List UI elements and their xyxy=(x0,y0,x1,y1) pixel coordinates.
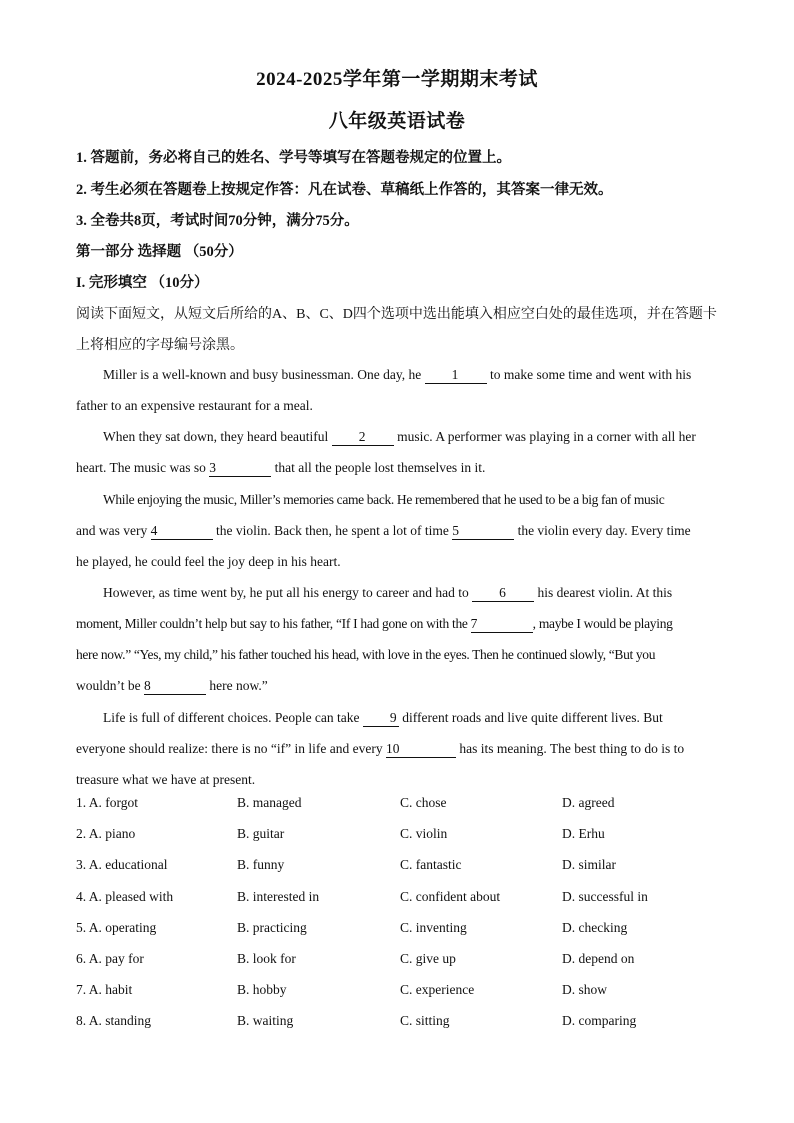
blank-9: 9 xyxy=(363,710,399,727)
question-options-7 xyxy=(76,982,776,1013)
passage-paragraph-2: When they sat down, they heard beautiful 2 music. A performer was playing in a corner with all her heart. The music was so 3 that all the people lost themselves in it. xyxy=(76,429,696,475)
blank-8: 8 xyxy=(144,678,206,695)
question-options-1 xyxy=(76,795,776,826)
option-d: D. agreed xyxy=(562,795,615,810)
question-options-8 xyxy=(76,1013,776,1044)
passage-paragraph-3: While enjoying the music, Miller’s memories came back. He remembered that he used to be a big fan of music and was very 4 the violin. Back then, he spent a lot of time 5 the violin every day. Every time he played, he could feel the joy deep in his heart. xyxy=(76,492,691,569)
passage-paragraph-4: However, as time went by, he put all his energy to career and had to 6 his dearest violin. At this moment, Miller couldn’t help but say to his father, “If I had gone on with the 7 , maybe I would be playing here now.” “Yes, my child,” his father touched his head, with love in the eyes. Then he continued slowly, “But you wouldn’t be 8 here now.” xyxy=(76,585,673,693)
question-options-5 xyxy=(76,920,776,951)
exam-title: 2024-2025学年第一学期期末考试 xyxy=(256,69,538,90)
blank-5: 5 xyxy=(452,523,514,540)
blank-7: 7 xyxy=(471,616,533,633)
blank-4: 4 xyxy=(151,523,213,540)
option-c: C. confident about xyxy=(400,888,501,904)
option-b: B. waiting xyxy=(237,1013,294,1029)
option-b: B. practicing xyxy=(237,919,307,935)
blank-2: 2 xyxy=(332,429,394,446)
option-d: D. depend on xyxy=(562,950,635,966)
option-c: C. violin xyxy=(400,826,448,842)
passage-paragraph-1: Miller is a well-known and busy businessman. One day, he 1 to make some time and went with his father to an expensive restaurant for a meal. xyxy=(76,367,692,413)
exam-subtitle: 八年级英语试卷 xyxy=(328,111,466,132)
option-c: C. chose xyxy=(400,795,447,810)
option-d: D. comparing xyxy=(562,1013,637,1029)
instruction-2: 2. 考生必须在答题卷上按规定作答：凡在试卷、草稿纸上作答的，其答案一律无效。 xyxy=(76,182,613,198)
blank-3: 3 xyxy=(209,460,271,477)
option-a: 7. A. habit xyxy=(76,982,133,998)
question-options-3 xyxy=(76,857,776,888)
directions-line-1: 阅读下面短文，从短文后所给的A、B、C、D四个选项中选出能填入相应空白处的最佳选项，并在答题卡 xyxy=(76,307,717,322)
blank-1: 1 xyxy=(425,367,487,384)
option-a: 5. A. operating xyxy=(76,919,157,935)
instruction-1: 1. 答题前，务必将自己的姓名、学号等填写在答题卷规定的位置上。 xyxy=(76,150,511,166)
question-options-4 xyxy=(76,889,776,920)
part-one-heading: 第一部分 选择题 （50分） xyxy=(76,244,243,260)
section-heading: I. 完形填空 （10分） xyxy=(76,275,209,291)
question-options-2 xyxy=(76,826,776,857)
option-d: D. Erhu xyxy=(562,826,605,842)
option-a: 6. A. pay for xyxy=(76,950,144,966)
option-c: C. fantastic xyxy=(400,857,462,873)
blank-10: 10 xyxy=(386,741,456,758)
option-d: D. show xyxy=(562,982,608,998)
option-d: D. successful in xyxy=(562,888,648,904)
blank-6: 6 xyxy=(472,585,534,602)
option-a: 4. A. pleased with xyxy=(76,888,174,904)
option-c: C. experience xyxy=(400,982,475,998)
option-a: 3. A. educational xyxy=(76,857,168,873)
instruction-3: 3. 全卷共8页，考试时间70分钟，满分75分。 xyxy=(76,213,359,229)
option-a: 2. A. piano xyxy=(76,826,136,842)
passage-paragraph-5: Life is full of different choices. People can take 9 different roads and live quite different lives. But everyone should realize: there is no “if” in life and every 10 has its meaning. The best thing to do is to treasure what we have at present. xyxy=(76,710,685,787)
option-a: 8. A. standing xyxy=(76,1013,152,1029)
options-list xyxy=(76,795,776,1045)
option-b: B. managed xyxy=(237,795,302,810)
option-d: D. checking xyxy=(562,919,628,935)
option-d: D. similar xyxy=(562,857,616,873)
option-a: 1. A. forgot xyxy=(76,795,139,810)
option-b: B. funny xyxy=(237,857,285,873)
option-b: B. interested in xyxy=(237,888,320,904)
option-b: B. guitar xyxy=(237,826,285,842)
option-c: C. give up xyxy=(400,950,456,966)
option-b: B. hobby xyxy=(237,982,287,998)
option-c: C. inventing xyxy=(400,919,467,935)
question-options-6 xyxy=(76,951,776,982)
directions-line-2: 上将相应的字母编号涂黑。 xyxy=(76,338,244,353)
option-b: B. look for xyxy=(237,950,296,966)
option-c: C. sitting xyxy=(400,1013,450,1029)
